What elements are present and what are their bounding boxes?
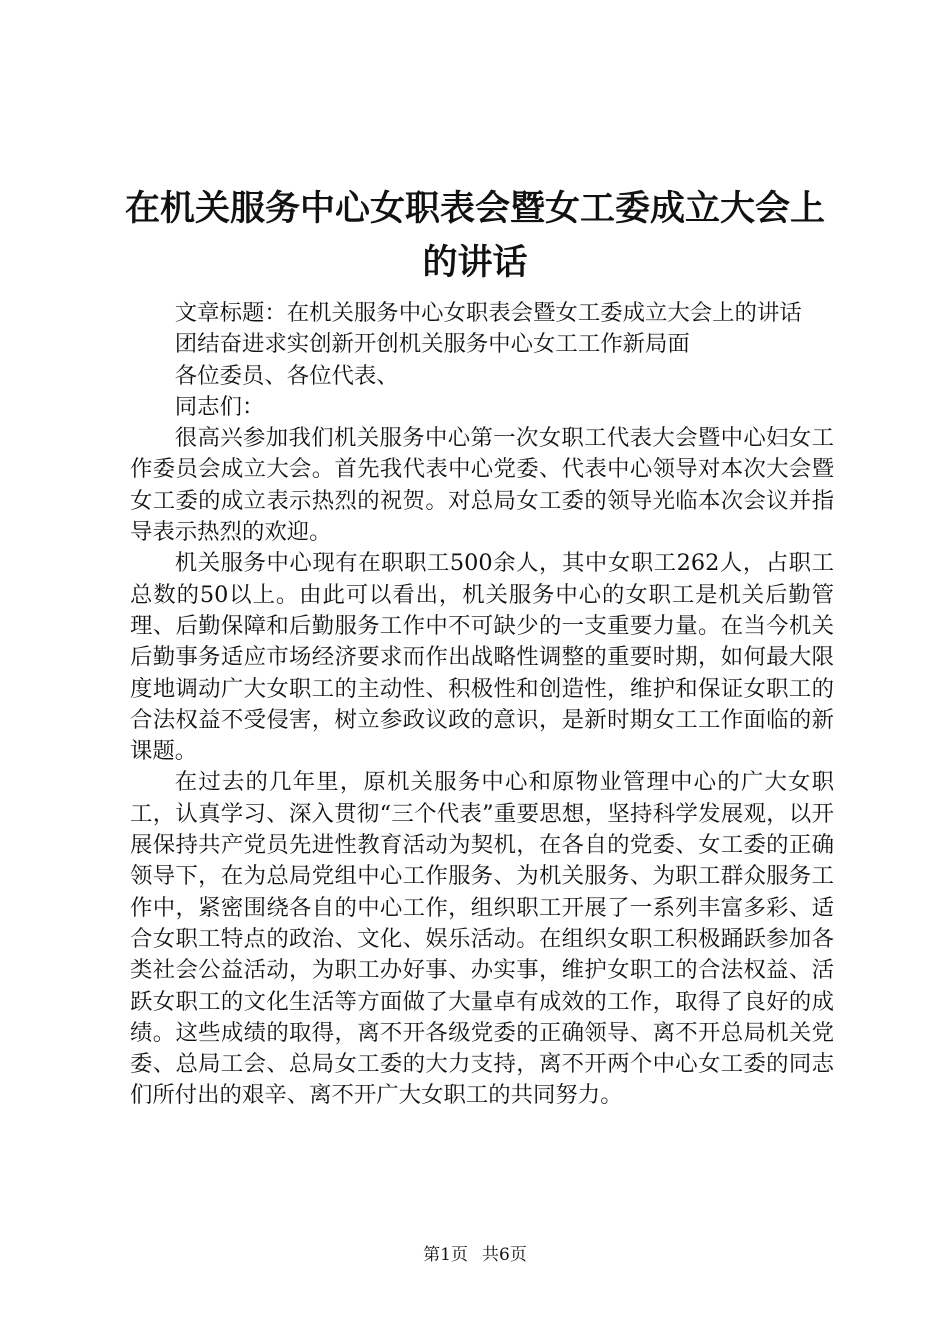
document-title <box>100 182 850 290</box>
page-total: 共6页 <box>482 1245 527 1265</box>
document-body <box>130 298 834 1112</box>
salutation-line-2: 同志们： <box>174 393 265 420</box>
page-footer <box>0 1243 950 1267</box>
paragraph-opening: 很高兴参加我们机关服务中心第一次女职工代表大会暨中心妇女工作委员会成立大会。首先我代表中心党委、代表中心领导对本次大会暨女工委的成立表示热烈的祝贺。对总局女工委的领导光临本次会议并指导表示热烈的欢迎。 <box>130 425 834 546</box>
article-title-line: 文章标题：在机关服务中心女职表会暨女工委成立大会上的讲话 <box>174 300 802 326</box>
title-line-1: 在机关服务中心女职表会暨女工委成立大会上 <box>124 189 825 229</box>
subtitle-line: 团结奋进求实创新开创机关服务中心女工工作新局面 <box>174 331 690 358</box>
title-line-2: 的讲话 <box>422 243 528 283</box>
paragraph-achievements: 在过去的几年里，原机关服务中心和原物业管理中心的广大女职工，认真学习、深入贯彻“三个代表”重要思想，坚持科学发展观，以开展保持共产党员先进性教育活动为契机，在各自的党委、女工委的正确领导下，在为总局党组中心工作服务、为机关服务、为职工群众服务工作中，紧密围绕各自的中心工作，组织职工开展了一系列丰富多彩、适合女职工特点的政治、文化、娱乐活动。在组织女职工积极踊跃参加各类社会公益活动，为职工办好事、办实事，维护女职工的合法权益、活跃女职工的文化生活等方面做了大量卓有成效的工作，取得了良好的成绩。这些成绩的取得，离不开各级党委的正确领导、离不开总局机关党委、总局工会、总局女工委的大力支持，离不开两个中心女工委的同志们所付出的艰辛、离不开广大女职工的共同努力。 <box>130 769 834 1109</box>
paragraph-workforce: 机关服务中心现有在职职工500余人，其中女职工262人，占职工总数的50以上。由此可以看出，机关服务中心的女职工是机关后勤管理、后勤保障和后勤服务工作中不可缺少的一支重要力量。在当今机关后勤事务适应市场经济要求而作出战略性调整的重要时期，如何最大限度地调动广大女职工的主动性、积极性和创造性，维护和保证女职工的合法权益不受侵害，树立参政议政的意识，是新时期女工工作面临的新课题。 <box>130 550 834 765</box>
page-number: 第1页 <box>423 1245 468 1265</box>
salutation-line-1: 各位委员、各位代表、 <box>174 362 399 389</box>
